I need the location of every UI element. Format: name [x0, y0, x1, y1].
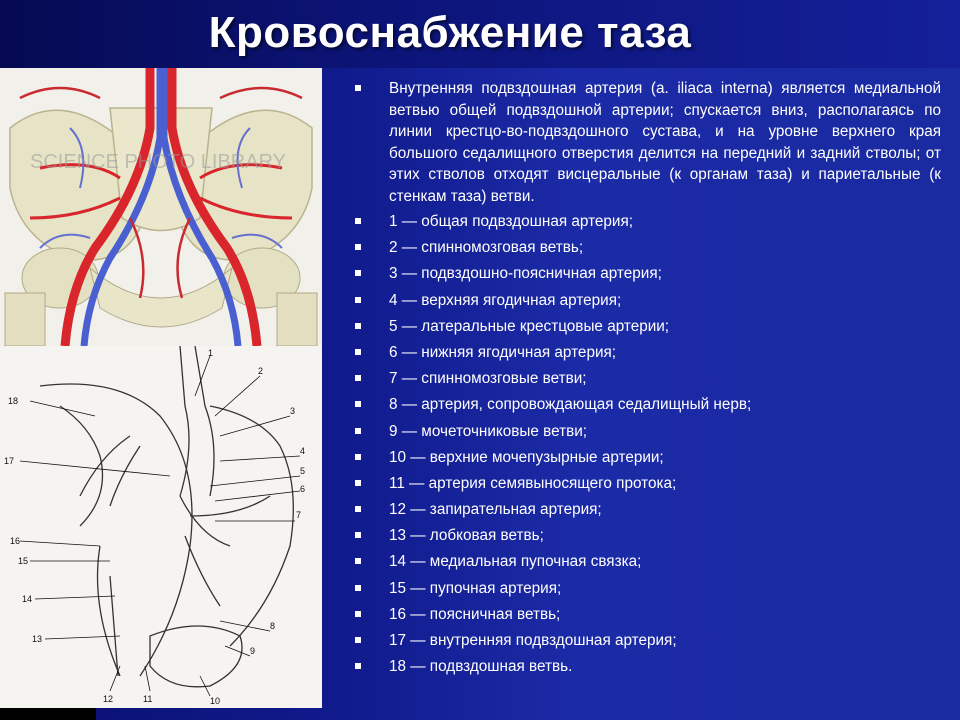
list-item-text: 1 — общая подвздошная артерия; — [389, 213, 634, 230]
list-item-text: 17 — внутренняя подвздошная артерия; — [389, 632, 677, 649]
square-bullet-icon — [355, 585, 361, 591]
list-item — [355, 368, 941, 394]
slide-title: Кровоснабжение таза — [208, 8, 692, 57]
list-item — [355, 447, 941, 473]
intro-paragraph — [355, 78, 941, 207]
diagram-label-15: 15 — [18, 556, 29, 566]
list-item-text: 11 — артерия семявыносящего протока; — [389, 474, 677, 492]
diagram-label-17: 17 — [4, 456, 15, 466]
list-item — [355, 290, 941, 316]
diagram-label-1: 1 — [208, 348, 214, 358]
diagram-label-4: 4 — [300, 446, 306, 456]
list-item-text: 18 — подвздошная ветвь. — [389, 658, 573, 676]
arteries-list — [355, 211, 941, 682]
square-bullet-icon — [355, 244, 361, 250]
diagram-label-12: 12 — [103, 694, 114, 704]
slide-content — [355, 78, 941, 682]
diagram-label-14: 14 — [22, 594, 33, 604]
list-item — [355, 263, 941, 289]
list-item — [355, 604, 941, 630]
list-item — [355, 551, 941, 577]
square-bullet-icon — [355, 85, 361, 91]
diagram-label-7: 7 — [296, 510, 302, 520]
list-item — [355, 525, 941, 551]
diagram-label-16: 16 — [10, 536, 21, 546]
square-bullet-icon — [355, 480, 361, 486]
square-bullet-icon — [355, 297, 361, 303]
list-item — [355, 578, 941, 604]
list-item-text: 12 — запирательная артерия; — [389, 501, 602, 519]
watermark-text: SCIENCE PHOTO LIBRARY — [30, 151, 286, 173]
list-item-text: 2 — спинномозговая ветвь; — [389, 239, 584, 257]
pelvis-line-diagram — [0, 346, 322, 708]
square-bullet-icon — [355, 349, 361, 355]
list-item-text: 8 — артерия, сопровождающая седалищный нерв; — [389, 396, 752, 414]
diagram-label-3: 3 — [290, 406, 296, 416]
list-item-text: 7 — спинномозговые ветви; — [389, 370, 587, 388]
list-item — [355, 656, 941, 682]
diagram-label-18: 18 — [8, 396, 19, 406]
diagram-label-9: 9 — [250, 646, 256, 656]
square-bullet-icon — [355, 428, 361, 434]
list-item-text: 14 — медиальная пупочная связка; — [389, 553, 642, 571]
square-bullet-icon — [355, 401, 361, 407]
list-item — [355, 394, 941, 420]
diagram-label-11: 11 — [143, 694, 153, 704]
square-bullet-icon — [355, 218, 361, 224]
square-bullet-icon — [355, 663, 361, 669]
diagram-label-2: 2 — [258, 366, 264, 376]
diagram-label-10: 10 — [210, 696, 221, 706]
pelvis-3d-image — [0, 68, 322, 346]
diagram-label-13: 13 — [32, 634, 43, 644]
list-item — [355, 421, 941, 447]
list-item-text: 10 — верхние мочепузырные артерии; — [389, 448, 664, 466]
list-item — [355, 630, 941, 656]
list-item — [355, 237, 941, 263]
diagram-label-5: 5 — [300, 466, 306, 476]
list-item-text: 3 — подвздошно-поясничная артерия; — [389, 265, 662, 283]
square-bullet-icon — [355, 270, 361, 276]
pelvis-diagram-image — [0, 346, 322, 708]
list-item-text: 5 — латеральные крестцовые артерии; — [389, 317, 670, 335]
list-item — [355, 473, 941, 499]
square-bullet-icon — [355, 323, 361, 329]
pelvis-3d-illustration — [0, 68, 322, 346]
list-item-text: 6 — нижняя ягодичная артерия; — [389, 343, 617, 361]
square-bullet-icon — [355, 637, 361, 643]
list-item — [355, 316, 941, 342]
diagram-label-8: 8 — [270, 621, 276, 631]
list-item-text: 9 — мочеточниковые ветви; — [389, 422, 588, 440]
list-item-text: 15 — пупочная артерия; — [389, 579, 562, 597]
square-bullet-icon — [355, 558, 361, 564]
diagram-label-6: 6 — [300, 484, 306, 494]
square-bullet-icon — [355, 532, 361, 538]
square-bullet-icon — [355, 454, 361, 460]
list-item-text: 16 — поясничная ветвь; — [389, 605, 561, 623]
list-item-text: 13 — лобковая ветвь; — [389, 527, 544, 545]
list-item-text: 4 — верхняя ягодичная артерия; — [389, 291, 622, 309]
square-bullet-icon — [355, 611, 361, 617]
square-bullet-icon — [355, 506, 361, 512]
list-item — [355, 342, 941, 368]
intro-text: Внутренняя подвздошная артерия (a. iliaca interna) является медиальной ветвью общей подвздошной артерии; спускается вниз, располагаясь по линии крестцо-во-подвздошного сустава, и на уровне верхнего края большого седалищного отверстия делится на передний и задний стволы; от этих стволов отходят висцеральные (к органам таза) и париетальные (к стенкам таза) ветви. — [389, 80, 941, 205]
image-border-strip — [0, 708, 96, 720]
list-item — [355, 211, 941, 237]
square-bullet-icon — [355, 375, 361, 381]
list-item — [355, 499, 941, 525]
